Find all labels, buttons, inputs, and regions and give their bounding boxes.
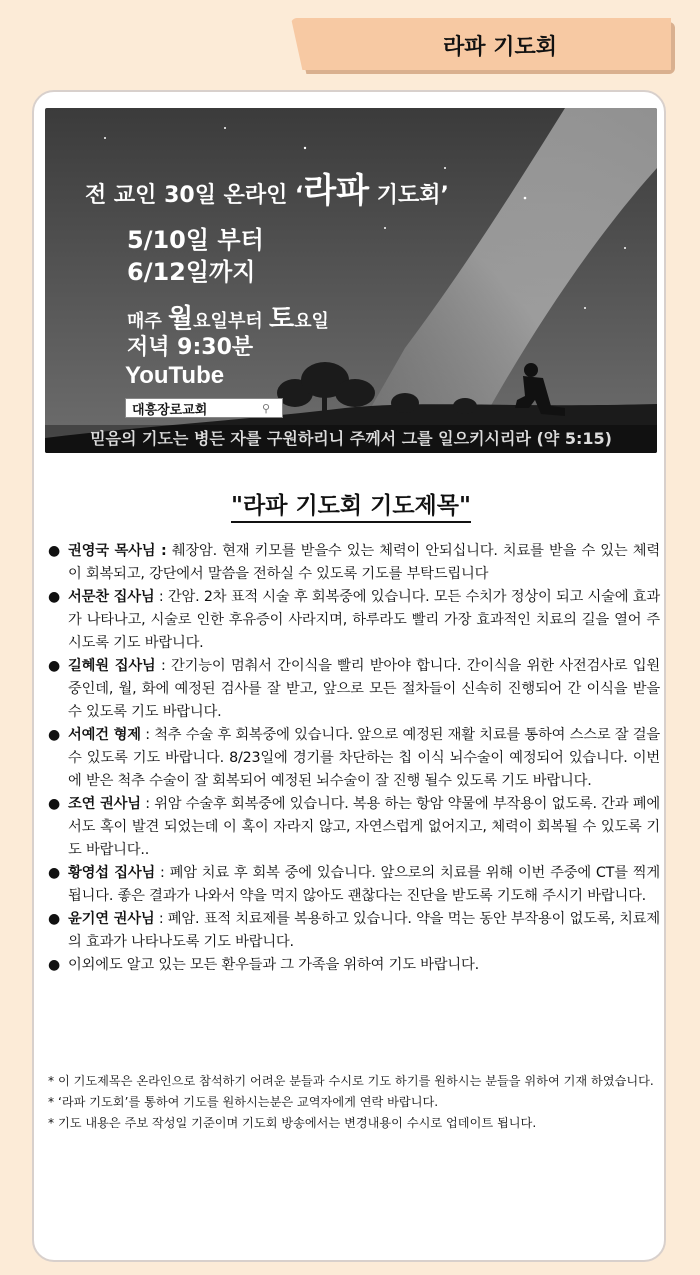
bullet-icon: ● — [48, 727, 61, 743]
bullet-icon: ● — [48, 796, 61, 812]
list-item: ● 조연 권사님 : 위암 수술후 회복중에 있습니다. 복용 하는 항암 약물에 부작용이 없도록. 간과 폐에서도 혹이 발견 되었는데 이 혹이 자라지 않고, 자연스럽게 없어지고, 체력이 회복될 수 있도록 기도 바랍니다.. — [48, 793, 660, 862]
list-item: ● 황영섭 집사님 : 폐암 치료 후 회복 중에 있습니다. 앞으로의 치료를 위해 이번 주중에 CT를 찍게 됩니다. 좋은 결과가 나와서 약을 먹지 않아도 괜찮다는 진단을 받도록 기도해 주시기 바랍니다. — [48, 862, 660, 908]
bible-verse: 믿음의 기도는 병든 자를 구원하리니 주께서 그를 일으키시리라 (약 5:15) — [45, 425, 657, 453]
list-item: ● 권영국 목사님 : 췌장암. 현재 키모를 받을수 있는 체력이 안되십니다. 치료를 받을 수 있는 체력이 회복되고, 강단에서 말씀을 전하실 수 있도록 기도를 부탁드립니다 — [48, 540, 660, 586]
footnote: * 기도 내용은 주보 작성일 기준이며 기도회 방송에서는 변경내용이 수시로 업데이트 됩니다. — [48, 1116, 537, 1130]
list-item: ● 이외에도 알고 있는 모든 환우들과 그 가족을 위하여 기도 바랍니다. — [48, 954, 660, 977]
banner-headline: 전 교인 30일 온라인 ‘라파 기도회’ — [85, 171, 449, 211]
banner-end-date: 6/12일까지 — [127, 258, 256, 286]
bullet-icon: ● — [48, 911, 61, 927]
banner-start-date: 5/10일 부터 — [127, 226, 264, 254]
list-item: ● 서예건 형제 : 척추 수술 후 회복중에 있습니다. 앞으로 예정된 재활 치료를 통하여 스스로 잘 걸을 수 있도록 기도 바랍니다. 8/23일에 경기를 차단하는 칩 이식 뇌수술이 예정되어 있습니다. 이번에 받은 척추 수술이 잘 회복되어 예정된 뇌수술이 잘 진행 될수 있도록 기도 바랍니다. — [48, 724, 660, 793]
footnotes — [48, 1071, 660, 1134]
prayer-section-title: "라파 기도회 기도제목" — [45, 487, 657, 520]
prayer-meeting-banner — [45, 108, 657, 453]
footnote: * 이 기도제목은 온라인으로 참석하기 어려운 분들과 수시로 기도 하기를 원하시는 분들을 위하여 기재 하였습니다. — [48, 1074, 654, 1088]
list-item: ● 서문찬 집사님 : 간암. 2차 표적 시술 후 회복중에 있습니다. 모든 수치가 정상이 되고 시술에 효과가 나타나고, 시술로 인한 후유증이 사라지며, 하루라도 빨리 가장 효과적인 치료의 길을 열어 주시도록 기도 바랍니다. — [48, 586, 660, 655]
bullet-icon: ● — [48, 865, 61, 881]
bullet-icon: ● — [48, 658, 61, 674]
list-item: ● 길혜원 집사님 : 간기능이 멈춰서 간이식을 빨리 받아야 합니다. 간이식을 위한 사전검사로 입원 중인데, 월, 화에 예정된 검사를 잘 받고, 앞으로 모든 절차들이 신속히 진행되어 간 이식을 받을 수 있도록 기도 바랍니다. — [48, 655, 660, 724]
bullet-icon: ● — [48, 957, 61, 973]
footnote: * ‘라파 기도회’를 통하여 기도를 원하시는분은 교역자에게 연락 바랍니다. — [48, 1095, 439, 1109]
search-query: 대흥장로교회 — [132, 402, 208, 418]
banner-schedule: 매주 월요일부터 토요일 — [127, 304, 329, 334]
prayer-list — [48, 540, 660, 977]
banner-time: 저녁 9:30분 — [127, 335, 254, 360]
youtube-logo: YouTube — [125, 362, 225, 389]
page-title: 라파 기도회 — [443, 35, 557, 60]
youtube-search-box — [125, 398, 283, 418]
bullet-icon: ● — [48, 589, 61, 605]
search-icon: ⚲ — [262, 401, 271, 415]
bullet-icon: ● — [48, 543, 61, 559]
list-item: ● 윤기연 권사님 : 폐암. 표적 치료제를 복용하고 있습니다. 약을 먹는 동안 부작용이 없도록, 치료제의 효과가 나타나도록 기도 바랍니다. — [48, 908, 660, 954]
